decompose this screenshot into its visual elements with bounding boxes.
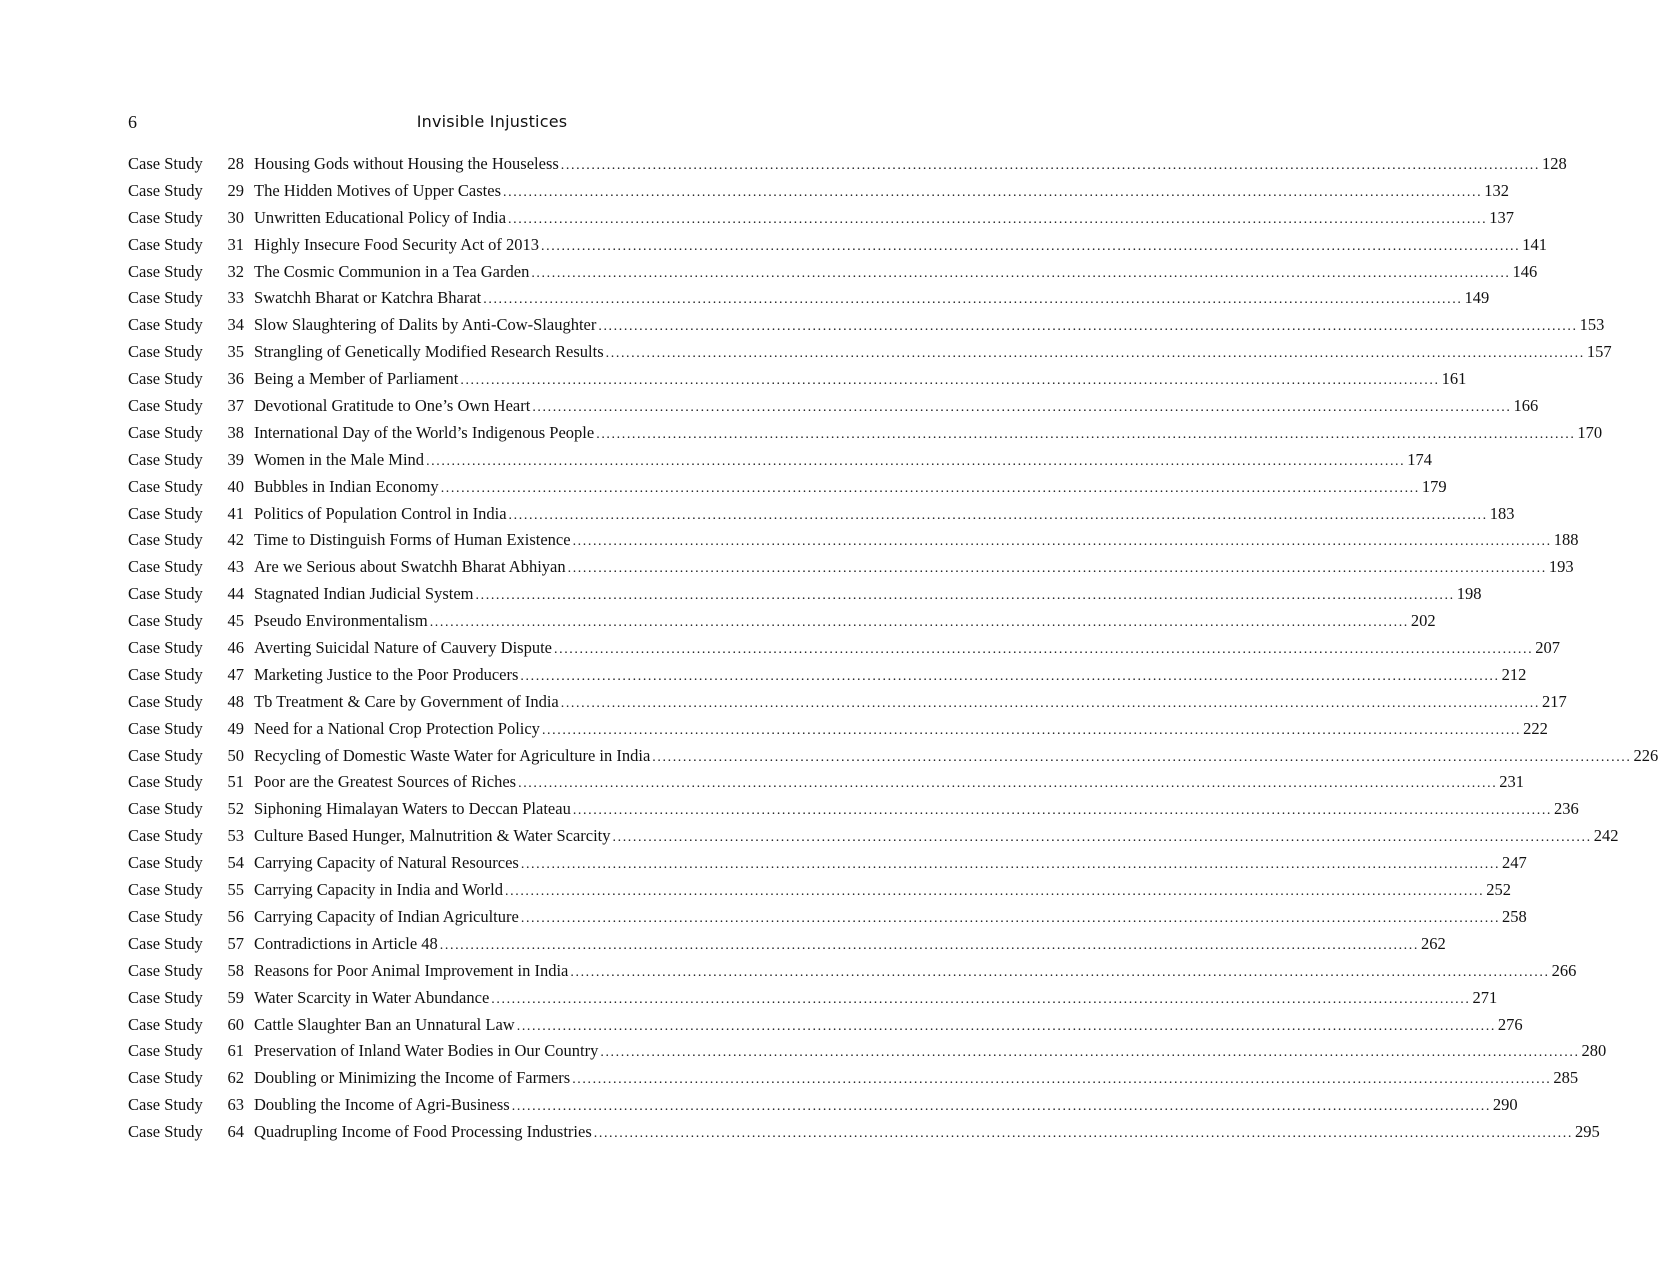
- case-study-number: 41: [227, 503, 244, 523]
- dot-leader: [520, 669, 1499, 685]
- dot-leader: [505, 884, 1484, 900]
- case-study-label: Case Study: [128, 987, 203, 1007]
- dot-leader: [440, 938, 1419, 954]
- case-study-page-number: 137: [1489, 207, 1514, 227]
- case-study-label: Case Study: [128, 611, 203, 631]
- case-study-page-number: 276: [1497, 1014, 1523, 1034]
- case-study-label: Case Study: [128, 369, 203, 389]
- dot-leader: [517, 1019, 1496, 1035]
- case-study-number: 60: [227, 1014, 244, 1034]
- toc-entry: [128, 772, 1525, 799]
- case-study-label: Case Study: [128, 342, 203, 362]
- case-study-page-number: 193: [1548, 557, 1574, 577]
- toc-entry: [128, 1095, 1518, 1122]
- case-study-number: 61: [227, 1041, 244, 1061]
- case-study-title: Quadrupling Income of Food Processing Industries: [254, 1122, 592, 1142]
- case-study-title: Carrying Capacity of Indian Agriculture: [254, 906, 519, 926]
- case-study-title: Swatchh Bharat or Katchra Bharat: [254, 288, 482, 308]
- toc-entry: [128, 530, 1579, 557]
- case-study-number: 62: [227, 1068, 244, 1088]
- case-study-number: 29: [227, 180, 244, 200]
- case-study-label: Case Study: [128, 933, 203, 953]
- case-study-number: 45: [227, 611, 244, 631]
- case-study-number: 35: [227, 342, 244, 362]
- dot-leader: [568, 561, 1547, 577]
- case-study-page-number: 231: [1499, 772, 1525, 792]
- case-study-title: Time to Distinguish Forms of Human Existence: [254, 530, 571, 550]
- dot-leader: [652, 750, 1631, 766]
- toc-entry: [128, 799, 1579, 826]
- case-study-page-number: 280: [1581, 1041, 1607, 1061]
- case-study-number: 43: [227, 557, 244, 577]
- case-study-label: Case Study: [128, 1014, 203, 1034]
- dot-leader: [460, 373, 1439, 389]
- case-study-label: Case Study: [128, 1041, 203, 1061]
- dot-leader: [521, 857, 1500, 873]
- case-study-number: 50: [227, 745, 244, 765]
- case-study-page-number: 295: [1574, 1122, 1600, 1142]
- case-study-number: 63: [227, 1095, 244, 1115]
- case-study-label: Case Study: [128, 1068, 203, 1088]
- toc-entry: [128, 933, 1446, 961]
- case-study-label: Case Study: [128, 638, 203, 658]
- case-study-page-number: 262: [1420, 933, 1446, 953]
- case-study-title: Strangling of Genetically Modified Research Results: [254, 342, 604, 362]
- dot-leader: [598, 319, 1577, 335]
- case-study-page-number: 141: [1522, 234, 1547, 254]
- dot-leader: [521, 911, 1500, 927]
- toc-entry: [128, 396, 1539, 423]
- case-study-number: 38: [227, 422, 244, 442]
- case-study-title: Devotional Gratitude to One’s Own Heart: [254, 396, 531, 416]
- toc-entry: [128, 180, 1509, 208]
- case-study-number: 64: [227, 1122, 244, 1142]
- dot-leader: [430, 615, 1409, 631]
- case-study-page-number: 153: [1579, 315, 1605, 335]
- case-study-title: Unwritten Educational Policy of India: [254, 207, 507, 227]
- toc-entry: [128, 718, 1548, 746]
- case-study-number: 48: [227, 691, 244, 711]
- toc-entry: [128, 154, 1567, 181]
- case-study-label: Case Study: [128, 180, 203, 200]
- case-study-label: Case Study: [128, 691, 203, 711]
- dot-leader: [613, 830, 1592, 846]
- case-study-label: Case Study: [128, 906, 203, 926]
- toc-entry: [128, 422, 1603, 450]
- case-study-page-number: 236: [1554, 799, 1579, 819]
- dot-leader: [441, 481, 1420, 497]
- dot-leader: [483, 292, 1462, 308]
- case-study-page-number: 252: [1486, 880, 1511, 900]
- case-study-page-number: 188: [1553, 530, 1579, 550]
- case-study-page-number: 217: [1541, 691, 1567, 711]
- case-study-title: Need for a National Crop Protection Policy: [254, 718, 540, 738]
- case-study-page-number: 258: [1502, 906, 1527, 926]
- case-study-number: 46: [227, 638, 244, 658]
- toc-entry: [128, 584, 1482, 611]
- case-study-title: Tb Treatment & Care by Government of India: [254, 691, 559, 711]
- toc-entry: [128, 557, 1574, 584]
- case-study-number: 32: [227, 261, 244, 281]
- case-study-title: Stagnated Indian Judicial System: [254, 584, 474, 604]
- case-study-label: Case Study: [128, 234, 203, 254]
- case-study-label: Case Study: [128, 396, 203, 416]
- toc-entry: [128, 691, 1567, 719]
- case-study-page-number: 161: [1441, 369, 1467, 389]
- case-study-page-number: 242: [1593, 826, 1619, 846]
- case-study-title: Bubbles in Indian Economy: [254, 476, 439, 496]
- case-study-title: Carrying Capacity in India and World: [254, 880, 504, 900]
- dot-leader: [503, 185, 1482, 201]
- dot-leader: [541, 239, 1520, 255]
- dot-leader: [426, 454, 1405, 470]
- toc-entry: [128, 449, 1433, 477]
- toc-entry: [128, 261, 1538, 289]
- case-study-page-number: 222: [1523, 718, 1548, 738]
- dot-leader: [606, 346, 1585, 362]
- dot-leader: [561, 158, 1540, 174]
- case-study-page-number: 266: [1551, 960, 1577, 980]
- case-study-page-number: 157: [1586, 342, 1612, 362]
- case-study-page-number: 290: [1492, 1095, 1518, 1115]
- toc-entry: [128, 369, 1467, 396]
- case-study-label: Case Study: [128, 530, 203, 550]
- case-study-number: 55: [227, 880, 244, 900]
- toc-entry: [128, 1068, 1579, 1095]
- case-study-label: Case Study: [128, 745, 203, 765]
- case-study-page-number: 226: [1633, 745, 1658, 765]
- case-study-title: Highly Insecure Food Security Act of 2013: [254, 234, 540, 254]
- dot-leader: [508, 212, 1487, 228]
- case-study-page-number: 128: [1542, 154, 1567, 173]
- case-study-page-number: 183: [1489, 503, 1515, 523]
- case-study-title: Politics of Population Control in India: [254, 503, 507, 523]
- case-study-label: Case Study: [128, 503, 203, 523]
- case-study-title: Contradictions in Article 48: [254, 933, 438, 953]
- case-study-page-number: 179: [1421, 476, 1447, 496]
- toc-entry: [128, 342, 1612, 369]
- toc-entry: [128, 1041, 1607, 1068]
- case-study-number: 40: [227, 476, 244, 496]
- case-study-title: Carrying Capacity of Natural Resources: [254, 853, 519, 873]
- case-study-label: Case Study: [128, 853, 203, 873]
- case-study-title: Culture Based Hunger, Malnutrition & Water Scarcity: [254, 826, 611, 846]
- case-study-number: 54: [227, 853, 244, 873]
- case-study-label: Case Study: [128, 960, 203, 980]
- case-study-label: Case Study: [128, 315, 203, 335]
- toc-entry: [128, 611, 1436, 638]
- case-study-number: 36: [227, 369, 244, 389]
- case-study-label: Case Study: [128, 422, 203, 442]
- toc-entry: [128, 476, 1447, 504]
- case-study-number: 28: [227, 154, 244, 173]
- case-study-page-number: 170: [1577, 422, 1603, 442]
- case-study-number: 57: [227, 933, 244, 953]
- case-study-title: Slow Slaughtering of Dalits by Anti-Cow-Slaughter: [254, 315, 597, 335]
- case-study-title: Siphoning Himalayan Waters to Deccan Plateau: [254, 799, 571, 819]
- toc-entry: [128, 960, 1577, 988]
- case-study-number: 30: [227, 207, 244, 227]
- case-study-title: Housing Gods without Housing the Houseless: [254, 154, 559, 173]
- page-number: 6: [128, 112, 137, 132]
- case-study-label: Case Study: [128, 584, 203, 604]
- case-study-title: Averting Suicidal Nature of Cauvery Dispute: [254, 638, 552, 658]
- case-study-title: International Day of the World’s Indigenous People: [254, 422, 595, 442]
- toc-entry: [128, 664, 1527, 692]
- case-study-title: The Hidden Motives of Upper Castes: [254, 180, 501, 200]
- case-study-page-number: 212: [1501, 664, 1527, 684]
- case-study-title: Doubling the Income of Agri-Business: [254, 1095, 510, 1115]
- toc-entry: [128, 288, 1490, 315]
- case-study-label: Case Study: [128, 799, 203, 819]
- case-study-label: Case Study: [128, 826, 203, 846]
- toc-entry: [128, 638, 1560, 665]
- case-study-label: Case Study: [128, 772, 203, 792]
- toc-entry: [128, 234, 1547, 262]
- toc-entry: [128, 826, 1619, 853]
- dot-leader: [512, 1099, 1491, 1115]
- table-of-contents: [128, 154, 1658, 1149]
- case-study-title: Pseudo Environmentalism: [254, 611, 428, 631]
- case-study-number: 52: [227, 799, 244, 819]
- case-study-label: Case Study: [128, 1122, 203, 1142]
- case-study-title: Cattle Slaughter Ban an Unnatural Law: [254, 1014, 515, 1034]
- case-study-title: Marketing Justice to the Poor Producers: [254, 664, 519, 684]
- case-study-number: 37: [227, 396, 244, 416]
- case-study-number: 47: [227, 664, 244, 684]
- case-study-label: Case Study: [128, 880, 203, 900]
- case-study-number: 53: [227, 826, 244, 846]
- case-study-page-number: 174: [1407, 449, 1433, 469]
- case-study-label: Case Study: [128, 449, 203, 469]
- case-study-title: Reasons for Poor Animal Improvement in India: [254, 960, 569, 980]
- case-study-title: Recycling of Domestic Waste Water for Agriculture in India: [254, 745, 651, 765]
- case-study-page-number: 166: [1513, 396, 1539, 416]
- case-study-number: 34: [227, 315, 244, 335]
- dot-leader: [594, 1126, 1573, 1142]
- dot-leader: [518, 776, 1497, 792]
- case-study-label: Case Study: [128, 557, 203, 577]
- dot-leader: [542, 723, 1521, 739]
- toc-entry: [128, 1014, 1523, 1042]
- toc-entry: [128, 987, 1498, 1015]
- case-study-number: 51: [227, 772, 244, 792]
- dot-leader: [532, 400, 1511, 416]
- dot-leader: [476, 588, 1455, 604]
- case-study-label: Case Study: [128, 154, 203, 173]
- case-study-page-number: 202: [1410, 611, 1436, 631]
- case-study-label: Case Study: [128, 261, 203, 281]
- case-study-title: Preservation of Inland Water Bodies in Our Country: [254, 1041, 599, 1061]
- case-study-page-number: 132: [1484, 180, 1509, 200]
- case-study-number: 39: [227, 449, 244, 469]
- case-study-title: The Cosmic Communion in a Tea Garden: [254, 261, 530, 281]
- case-study-title: Poor are the Greatest Sources of Riches: [254, 772, 517, 792]
- toc-entry: [128, 906, 1527, 934]
- toc-entry: [128, 1122, 1600, 1149]
- case-study-label: Case Study: [128, 207, 203, 227]
- case-study-number: 31: [227, 234, 244, 254]
- case-study-number: 44: [227, 584, 244, 604]
- dot-leader: [509, 508, 1488, 524]
- case-study-page-number: 207: [1535, 638, 1560, 658]
- case-study-number: 58: [227, 960, 244, 980]
- toc-entry: [128, 880, 1511, 907]
- case-study-page-number: 149: [1464, 288, 1490, 308]
- dot-leader: [561, 696, 1540, 712]
- dot-leader: [573, 803, 1552, 819]
- case-study-title: Doubling or Minimizing the Income of Farmers: [254, 1068, 571, 1088]
- dot-leader: [531, 266, 1510, 282]
- case-study-label: Case Study: [128, 476, 203, 496]
- case-study-number: 33: [227, 288, 244, 308]
- case-study-page-number: 146: [1512, 261, 1538, 281]
- case-study-number: 56: [227, 906, 244, 926]
- case-study-page-number: 198: [1456, 584, 1482, 604]
- dot-leader: [600, 1045, 1579, 1061]
- toc-entry: [128, 503, 1515, 531]
- case-study-number: 59: [227, 987, 244, 1007]
- case-study-label: Case Study: [128, 288, 203, 308]
- case-study-title: Water Scarcity in Water Abundance: [254, 987, 490, 1007]
- toc-entry: [128, 207, 1514, 235]
- case-study-number: 49: [227, 718, 244, 738]
- dot-leader: [491, 992, 1470, 1008]
- dot-leader: [570, 965, 1549, 981]
- case-study-title: Women in the Male Mind: [254, 449, 425, 469]
- case-study-page-number: 271: [1472, 987, 1498, 1007]
- case-study-label: Case Study: [128, 718, 203, 738]
- running-title: Invisible Injustices: [416, 112, 568, 131]
- case-study-title: Are we Serious about Swatchh Bharat Abhiyan: [254, 557, 566, 577]
- dot-leader: [596, 427, 1575, 443]
- toc-entry: [128, 853, 1527, 880]
- toc-entry: [128, 315, 1605, 342]
- case-study-title: Being a Member of Parliament: [254, 369, 459, 389]
- dot-leader: [572, 1072, 1551, 1088]
- case-study-label: Case Study: [128, 1095, 203, 1115]
- case-study-page-number: 285: [1553, 1068, 1579, 1088]
- dot-leader: [554, 642, 1533, 658]
- case-study-page-number: 247: [1502, 853, 1527, 873]
- toc-entry: [128, 745, 1658, 773]
- case-study-number: 42: [227, 530, 244, 550]
- case-study-label: Case Study: [128, 664, 203, 684]
- dot-leader: [573, 534, 1552, 550]
